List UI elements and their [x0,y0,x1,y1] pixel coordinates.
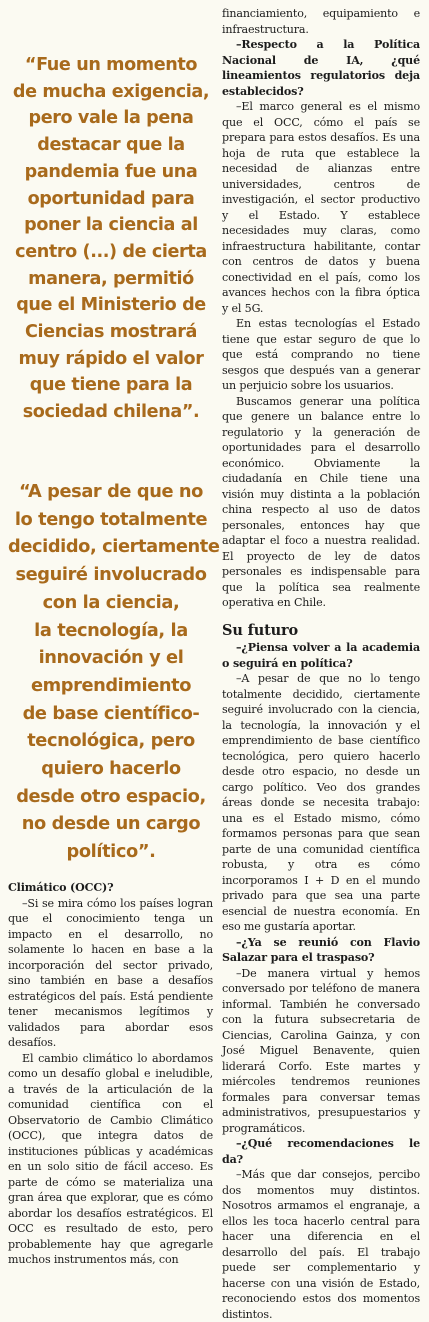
interview-question: –¿Piensa volver a la academia o seguirá en política? [222,641,420,670]
pull-quote-1-line: centro (...) de cierta [15,241,207,262]
pull-quote-1-line: de mucha exigencia, [12,81,210,102]
pull-quote-2-line: desde otro espacio, [16,785,206,807]
pull-quote-1-line: Ciencias mostrará [25,322,197,343]
pull-quote-1-line: pandemia fue una [24,161,198,182]
pull-quote-1 [8,52,214,426]
pull-quote-2-line: emprendimiento [30,674,192,696]
pull-quote-1-line: destacar que la [37,135,185,156]
pull-quote-2-line: lo tengo totalmente [14,508,208,530]
answer-paragraph: –A pesar de que no lo tengo totalmente decidido, ciertamente seguiré involucrado con la ciencia, la tecnología, la innovación y el emprendimiento de base científico tecnológica, pero quiero hacerlo desde otro espacio, no desde un cargo político. Veo dos grandes áreas donde se necesita trabajo: una es el Estado mismo, cómo formamos personas para que sean parte de una comunidad científica robusta, y otra es cómo incorporamos I + D en el mundo privado para que sea una parte esencial de nuestra economía. En eso me gustaría aportar. [222,672,420,933]
pull-quote-1-line: manera, permitió [28,268,194,289]
pull-quote-1-line: pero vale la pena [28,108,194,129]
pull-quote-2 [8,478,220,866]
pull-quote-1-line: que tiene para la [29,375,193,396]
interview-question: –Respecto a la Política Nacional de IA, ¿qué lineamientos regulatorios deja establecidos? [222,38,420,98]
pull-quote-1-line: que el Ministerio de [16,295,206,316]
pull-quote-2-line: quiero hacerlo [41,758,181,780]
answer-paragraph: –Si se mira cómo los países logran que el conocimiento tenga un impacto en el desarrollo, no solamente lo hacen en base a la incorporación del sector privado, sino también en base a desafíos estratégicos del país. Está pendiente tener mecanismos legítimos y validados para abordar esos desafíos. [8,896,213,1049]
answer-paragraph: –El marco general es el mismo que el OCC, cómo el país se prepara para estos desafíos. Es una hoja de ruta que establece la necesidad de alianzas entre universidades, centros de investigación, el sector productivo y el Estado. Y establece necesidades muy claras, como infraestructura habilitante, contar con centros de datos y buena conectividad en el país, como los avances hechos con la fibra óptica y el 5G. [222,100,420,315]
pull-quote-2-line: tecnológica, pero [27,730,195,752]
pull-quote-2-line: de base científico- [22,702,200,724]
answer-paragraph: –De manera virtual y hemos conversado por teléfono de manera informal. También he conversado con la futura subsecretaria de Ciencias, Carolina Gainza, y con José Miguel Benavente, quien liderará Corfo. Este martes y miércoles tendremos reuniones formales para conversar temas administrativos, presupuestarios y programáticos. [222,966,420,1135]
answer-paragraph: El cambio climático lo abordamos como un desafío global e ineludible, a través de la articulación de la comunidad científica con el Observatorio de Cambio Climático (OCC), que integra datos de instituciones públicas y académicas en un solo sitio de fácil acceso. Es parte de cómo se materializa una gran área que explorar, que es cómo abordar los desafíos estratégicos. El OCC es resultado de esto, pero probablemente hay que agregarle muchos instrumentos más, con [8,1051,213,1266]
pull-quote-2-line: no desde un cargo [21,813,201,835]
answer-paragraph: Buscamos generar una política que genere un balance entre lo regulatorio y la generación de oportunidades para el desarrollo económico. Obviamente la ciudadanía en Chile tiene una visión muy distinta a la población china respecto al uso de datos personales, entonces hay que adaptar el foco a nuestra realidad. El proyecto de ley de datos personales es indispensable para que la política sea realmente operativa en Chile. [222,394,420,609]
section-heading: Su futuro [222,621,299,639]
answer-paragraph: –Más que dar consejos, percibo dos momentos muy distintos. Nosotros armamos el engranaje, a ellos les toca hacerlo central para hacer una diferencia en el desarrollo del país. El trabajo puede ser complementario y hacerse con una visión de Estado, reconociendo estos dos momentos distintos. [222,1168,420,1321]
pull-quote-2-line: político”. [66,841,156,863]
pull-quote-2-line: innovación y el [38,647,184,669]
continuation-paragraph: financiamiento, equipamiento e infraestructura. [222,7,420,36]
pull-quote-2-line: decidido, ciertamente [8,536,220,558]
pull-quote-1-line: muy rápido el valor [18,348,204,369]
interview-question: –¿Qué recomendaciones le da? [222,1137,420,1166]
interview-question: –¿Ya se reunió con Flavio Salazar para el traspaso? [222,935,420,964]
pull-quote-1-line: “Fue un momento [24,55,198,75]
pull-quote-1-line: poner la ciencia al [24,215,198,236]
answer-paragraph: En estas tecnologías el Estado tiene que estar seguro de que lo que está comprando no tiene sesgos que después van a generar un perjuicio sobre los usuarios. [222,317,420,392]
pull-quote-2-line: seguiré involucrado [15,564,207,586]
question-tail: Climático (OCC)? [8,881,114,894]
right-article-column [222,6,420,1322]
pull-quote-2-line: “A pesar de que no [19,481,203,502]
pull-quote-1-line: sociedad chilena”. [22,402,200,423]
pull-quote-1-line: oportunidad para [27,188,195,209]
pull-quote-2-line: la tecnología, la [34,619,188,641]
pull-quote-2-line: con la ciencia, [42,591,180,613]
left-article-column [8,880,213,1268]
